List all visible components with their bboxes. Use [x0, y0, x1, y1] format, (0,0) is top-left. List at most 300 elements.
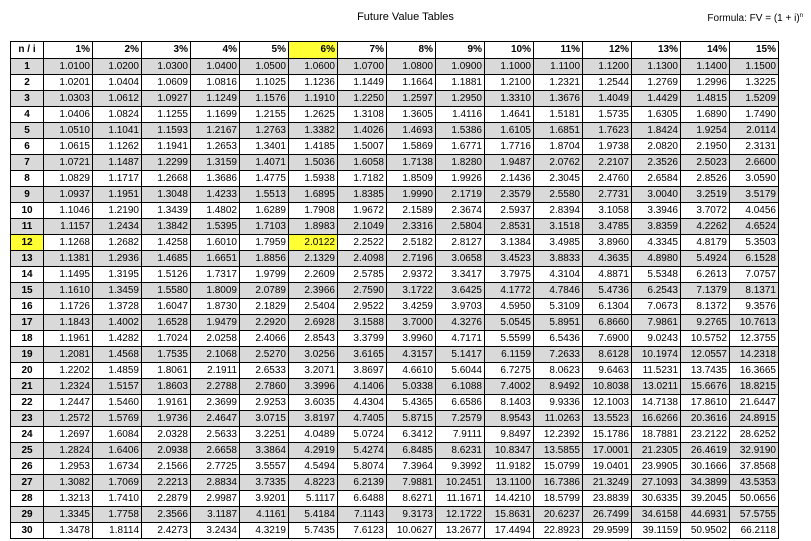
value-cell: 1.8603 [142, 379, 191, 395]
value-cell: 9.9336 [534, 395, 583, 411]
value-cell: 1.9672 [338, 203, 387, 219]
value-cell: 1.0609 [142, 75, 191, 91]
value-cell: 2.8543 [289, 331, 338, 347]
value-cell: 30.1666 [681, 459, 730, 475]
value-cell: 1.1500 [730, 59, 779, 75]
value-cell: 1.0300 [142, 59, 191, 75]
value-cell: 1.8509 [387, 171, 436, 187]
value-cell: 1.8730 [191, 299, 240, 315]
value-cell: 1.0816 [191, 75, 240, 91]
value-cell: 2.8394 [534, 203, 583, 219]
value-cell: 3.2434 [191, 523, 240, 539]
value-cell: 3.2519 [681, 187, 730, 203]
value-cell: 1.9161 [142, 395, 191, 411]
value-cell: 3.8697 [338, 363, 387, 379]
value-cell: 3.0658 [436, 251, 485, 267]
value-cell: 2.0820 [632, 139, 681, 155]
value-cell: 1.1487 [93, 155, 142, 171]
value-cell: 2.7860 [240, 379, 289, 395]
value-cell: 21.3249 [583, 475, 632, 491]
value-cell: 1.1910 [289, 91, 338, 107]
value-cell: 2.3045 [534, 171, 583, 187]
value-cell: 2.5270 [240, 347, 289, 363]
table-row [11, 363, 779, 379]
value-cell: 2.4760 [583, 171, 632, 187]
value-cell: 4.3219 [240, 523, 289, 539]
value-cell: 5.3109 [534, 299, 583, 315]
value-cell: 1.6289 [240, 203, 289, 219]
value-cell: 1.2824 [44, 443, 93, 459]
value-cell: 2.4098 [338, 251, 387, 267]
value-cell: 2.0938 [142, 443, 191, 459]
value-cell: 9.0243 [632, 331, 681, 347]
value-cell: 6.7275 [485, 363, 534, 379]
value-cell: 21.6447 [730, 395, 779, 411]
value-cell: 1.6651 [191, 251, 240, 267]
value-cell: 4.1161 [240, 507, 289, 523]
value-cell: 3.5179 [730, 187, 779, 203]
value-cell: 1.0303 [44, 91, 93, 107]
value-cell: 1.9738 [583, 139, 632, 155]
table-row [11, 443, 779, 459]
table-row [11, 283, 779, 299]
value-cell: 1.4693 [387, 123, 436, 139]
value-cell: 2.0789 [240, 283, 289, 299]
value-cell: 1.6890 [681, 107, 730, 123]
value-cell: 4.4304 [338, 395, 387, 411]
value-cell: 1.2572 [44, 411, 93, 427]
value-cell: 2.1829 [240, 299, 289, 315]
table-row [11, 123, 779, 139]
page-title: Future Value Tables [357, 11, 454, 23]
value-cell: 15.6676 [681, 379, 730, 395]
value-cell: 2.9253 [240, 395, 289, 411]
value-cell: 1.4049 [583, 91, 632, 107]
value-cell: 13.1100 [485, 475, 534, 491]
period-cell: 26 [11, 459, 44, 475]
table-row [11, 347, 779, 363]
table-row [11, 315, 779, 331]
value-cell: 2.1049 [338, 219, 387, 235]
value-cell: 2.0122 [289, 235, 338, 251]
value-cell: 1.8983 [289, 219, 338, 235]
value-cell: 1.2668 [142, 171, 191, 187]
value-cell: 1.3605 [387, 107, 436, 123]
value-cell: 57.5755 [730, 507, 779, 523]
value-cell: 2.0762 [534, 155, 583, 171]
value-cell: 1.4116 [436, 107, 485, 123]
rate-header: 4% [191, 42, 240, 59]
value-cell: 7.0673 [632, 299, 681, 315]
value-cell: 8.0623 [534, 363, 583, 379]
table-row [11, 171, 779, 187]
value-cell: 4.5950 [485, 299, 534, 315]
value-cell: 23.8839 [583, 491, 632, 507]
value-cell: 3.8359 [632, 219, 681, 235]
value-cell: 4.0489 [289, 427, 338, 443]
value-cell: 1.8061 [142, 363, 191, 379]
value-cell: 5.5348 [632, 267, 681, 283]
value-cell: 3.4785 [583, 219, 632, 235]
rate-header: 5% [240, 42, 289, 59]
value-cell: 2.6533 [240, 363, 289, 379]
value-cell: 4.3345 [632, 235, 681, 251]
value-cell: 1.7138 [387, 155, 436, 171]
value-cell: 13.7435 [681, 363, 730, 379]
value-cell: 1.2190 [93, 203, 142, 219]
value-cell: 7.4002 [485, 379, 534, 395]
value-cell: 3.6425 [436, 283, 485, 299]
value-cell: 17.4494 [485, 523, 534, 539]
value-cell: 1.6058 [338, 155, 387, 171]
value-cell: 5.0724 [338, 427, 387, 443]
value-cell: 9.2765 [681, 315, 730, 331]
value-cell: 15.0799 [534, 459, 583, 475]
value-cell: 1.4859 [93, 363, 142, 379]
value-cell: 2.1436 [485, 171, 534, 187]
value-cell: 1.5181 [534, 107, 583, 123]
value-cell: 1.4258 [142, 235, 191, 251]
value-cell: 2.4647 [191, 411, 240, 427]
value-cell: 1.7959 [240, 235, 289, 251]
value-cell: 44.6931 [681, 507, 730, 523]
value-cell: 1.1961 [44, 331, 93, 347]
value-cell: 5.4736 [583, 283, 632, 299]
value-cell: 10.5752 [681, 331, 730, 347]
value-cell: 2.6600 [730, 155, 779, 171]
value-cell: 1.1449 [338, 75, 387, 91]
value-cell: 1.4641 [485, 107, 534, 123]
value-cell: 1.9254 [681, 123, 730, 139]
value-cell: 3.7335 [240, 475, 289, 491]
rate-header: 9% [436, 42, 485, 59]
value-cell: 1.4429 [632, 91, 681, 107]
value-cell: 19.0401 [583, 459, 632, 475]
value-cell: 1.1576 [240, 91, 289, 107]
value-cell: 2.5182 [387, 235, 436, 251]
rate-header: 7% [338, 42, 387, 59]
value-cell: 16.7386 [534, 475, 583, 491]
value-cell: 1.4282 [93, 331, 142, 347]
value-cell: 11.9182 [485, 459, 534, 475]
table-row [11, 107, 779, 123]
value-cell: 2.1329 [289, 251, 338, 267]
value-cell: 1.0824 [93, 107, 142, 123]
value-cell: 12.0557 [681, 347, 730, 363]
value-cell: 10.7613 [730, 315, 779, 331]
value-cell: 8.6128 [583, 347, 632, 363]
value-cell: 7.6123 [338, 523, 387, 539]
value-cell: 1.7623 [583, 123, 632, 139]
period-cell: 2 [11, 75, 44, 91]
table-row [11, 459, 779, 475]
value-cell: 3.3946 [632, 203, 681, 219]
value-cell: 1.3728 [93, 299, 142, 315]
table-row [11, 411, 779, 427]
value-cell: 2.2920 [240, 315, 289, 331]
value-cell: 12.2392 [534, 427, 583, 443]
table-row [11, 155, 779, 171]
value-cell: 1.3401 [240, 139, 289, 155]
value-cell: 6.2613 [681, 267, 730, 283]
value-cell: 1.2081 [44, 347, 93, 363]
formula-label [707, 13, 803, 24]
value-cell: 1.4026 [338, 123, 387, 139]
value-cell: 1.1381 [44, 251, 93, 267]
value-cell: 6.1528 [730, 251, 779, 267]
value-cell: 4.3276 [436, 315, 485, 331]
value-cell: 1.4002 [93, 315, 142, 331]
value-cell: 39.2045 [681, 491, 730, 507]
value-cell: 1.5460 [93, 395, 142, 411]
value-cell: 2.3316 [387, 219, 436, 235]
value-cell: 34.3899 [681, 475, 730, 491]
value-cell: 6.6586 [436, 395, 485, 411]
value-cell: 5.4274 [338, 443, 387, 459]
value-cell: 1.0927 [142, 91, 191, 107]
value-cell: 2.1719 [436, 187, 485, 203]
value-cell: 1.2936 [93, 251, 142, 267]
value-cell: 8.1403 [485, 395, 534, 411]
value-cell: 20.3616 [681, 411, 730, 427]
value-cell: 1.6734 [93, 459, 142, 475]
value-cell: 26.7499 [583, 507, 632, 523]
value-cell: 18.5799 [534, 491, 583, 507]
table-row [11, 251, 779, 267]
value-cell: 2.3526 [632, 155, 681, 171]
value-cell: 1.1236 [289, 75, 338, 91]
period-cell: 24 [11, 427, 44, 443]
value-cell: 1.2769 [632, 75, 681, 91]
value-cell: 3.9960 [387, 331, 436, 347]
value-cell: 5.0338 [387, 379, 436, 395]
value-cell: 3.6035 [289, 395, 338, 411]
value-cell: 1.5386 [436, 123, 485, 139]
value-cell: 2.5804 [436, 219, 485, 235]
value-cell: 5.6044 [436, 363, 485, 379]
value-cell: 28.6252 [730, 427, 779, 443]
value-cell: 2.6928 [289, 315, 338, 331]
value-cell: 50.9502 [681, 523, 730, 539]
value-cell: 1.0100 [44, 59, 93, 75]
value-cell: 1.3195 [93, 267, 142, 283]
value-cell: 7.1379 [681, 283, 730, 299]
value-cell: 26.4619 [681, 443, 730, 459]
value-cell: 1.4568 [93, 347, 142, 363]
value-cell: 3.9201 [240, 491, 289, 507]
value-cell: 1.2321 [534, 75, 583, 91]
value-cell: 1.1717 [93, 171, 142, 187]
value-cell: 1.5209 [730, 91, 779, 107]
value-cell: 2.5633 [191, 427, 240, 443]
value-cell: 3.1588 [338, 315, 387, 331]
table-row [11, 91, 779, 107]
value-cell: 1.2653 [191, 139, 240, 155]
value-cell: 13.5855 [534, 443, 583, 459]
value-cell: 3.0590 [730, 171, 779, 187]
value-cell: 1.2202 [44, 363, 93, 379]
value-cell: 1.5735 [583, 107, 632, 123]
value-cell: 2.9372 [387, 267, 436, 283]
value-cell: 3.3417 [436, 267, 485, 283]
value-cell: 13.0211 [632, 379, 681, 395]
value-cell: 15.1786 [583, 427, 632, 443]
value-cell: 21.2305 [632, 443, 681, 459]
value-cell: 1.1843 [44, 315, 93, 331]
rate-header: 2% [93, 42, 142, 59]
value-cell: 1.1262 [93, 139, 142, 155]
value-cell: 2.3966 [289, 283, 338, 299]
value-cell: 4.2919 [289, 443, 338, 459]
value-cell: 9.8497 [485, 427, 534, 443]
value-cell: 2.5580 [534, 187, 583, 203]
value-cell: 1.9479 [191, 315, 240, 331]
value-cell: 12.1003 [583, 395, 632, 411]
period-cell: 17 [11, 315, 44, 331]
value-cell: 6.2543 [632, 283, 681, 299]
value-cell: 7.9111 [436, 427, 485, 443]
value-cell: 1.5769 [93, 411, 142, 427]
table-row [11, 187, 779, 203]
table-row [11, 75, 779, 91]
rate-header: 14% [681, 42, 730, 59]
value-cell: 1.0900 [436, 59, 485, 75]
value-cell: 1.2763 [240, 123, 289, 139]
value-cell: 1.1726 [44, 299, 93, 315]
value-cell: 4.5494 [289, 459, 338, 475]
value-cell: 1.1249 [191, 91, 240, 107]
period-cell: 5 [11, 123, 44, 139]
table-row [11, 395, 779, 411]
value-cell: 2.8526 [681, 171, 730, 187]
value-cell: 2.5937 [485, 203, 534, 219]
value-cell: 1.2625 [289, 107, 338, 123]
value-cell: 1.1495 [44, 267, 93, 283]
period-cell: 25 [11, 443, 44, 459]
value-cell: 1.7410 [93, 491, 142, 507]
table-row [11, 203, 779, 219]
value-cell: 39.1159 [632, 523, 681, 539]
value-cell: 11.1671 [436, 491, 485, 507]
value-cell: 7.2633 [534, 347, 583, 363]
value-cell: 1.1000 [485, 59, 534, 75]
value-cell: 10.8347 [485, 443, 534, 459]
value-cell: 1.3310 [485, 91, 534, 107]
value-cell: 1.7908 [289, 203, 338, 219]
value-cell: 1.4802 [191, 203, 240, 219]
value-cell: 11.0263 [534, 411, 583, 427]
table-row [11, 267, 779, 283]
value-cell: 29.9599 [583, 523, 632, 539]
value-cell: 15.8631 [485, 507, 534, 523]
value-cell: 13.2677 [436, 523, 485, 539]
value-cell: 1.1025 [240, 75, 289, 91]
value-cell: 1.3478 [44, 523, 93, 539]
value-cell: 4.3104 [534, 267, 583, 283]
value-cell: 1.7490 [730, 107, 779, 123]
value-cell: 1.7182 [338, 171, 387, 187]
value-cell: 10.0627 [387, 523, 436, 539]
value-cell: 2.7731 [583, 187, 632, 203]
value-cell: 1.8704 [534, 139, 583, 155]
value-cell: 1.5513 [240, 187, 289, 203]
value-cell: 3.1058 [583, 203, 632, 219]
value-cell: 6.1159 [485, 347, 534, 363]
value-cell: 2.2609 [289, 267, 338, 283]
value-cell: 1.1593 [142, 123, 191, 139]
value-cell: 1.6010 [191, 235, 240, 251]
value-cell: 6.6488 [338, 491, 387, 507]
value-cell: 14.4210 [485, 491, 534, 507]
value-cell: 3.4985 [534, 235, 583, 251]
value-cell: 1.1400 [681, 59, 730, 75]
value-cell: 2.8834 [191, 475, 240, 491]
value-cell: 7.9861 [632, 315, 681, 331]
rate-header: 15% [730, 42, 779, 59]
period-cell: 3 [11, 91, 44, 107]
value-cell: 7.2579 [436, 411, 485, 427]
value-cell: 1.2100 [485, 75, 534, 91]
value-cell: 1.1046 [44, 203, 93, 219]
value-cell: 1.1664 [387, 75, 436, 91]
value-cell: 4.7405 [338, 411, 387, 427]
value-cell: 3.8197 [289, 411, 338, 427]
table-row [11, 139, 779, 155]
value-cell: 2.2107 [583, 155, 632, 171]
rate-header: 11% [534, 42, 583, 59]
value-cell: 1.4775 [240, 171, 289, 187]
value-cell: 1.8385 [338, 187, 387, 203]
period-cell: 29 [11, 507, 44, 523]
value-cell: 1.4685 [142, 251, 191, 267]
period-cell: 15 [11, 283, 44, 299]
period-cell: 8 [11, 171, 44, 187]
value-cell: 1.0400 [191, 59, 240, 75]
value-cell: 1.6851 [534, 123, 583, 139]
value-cell: 2.3566 [142, 507, 191, 523]
future-value-table [10, 41, 779, 539]
value-cell: 2.1911 [191, 363, 240, 379]
value-cell: 1.7716 [485, 139, 534, 155]
value-cell: 1.2697 [44, 427, 93, 443]
period-cell: 16 [11, 299, 44, 315]
value-cell: 8.6271 [387, 491, 436, 507]
value-cell: 4.8980 [632, 251, 681, 267]
value-cell: 10.8038 [583, 379, 632, 395]
value-cell: 10.2451 [436, 475, 485, 491]
value-cell: 1.2447 [44, 395, 93, 411]
value-cell: 1.2167 [191, 123, 240, 139]
value-cell: 2.0328 [142, 427, 191, 443]
rate-header: 3% [142, 42, 191, 59]
value-cell: 3.7072 [681, 203, 730, 219]
value-cell: 2.1566 [142, 459, 191, 475]
value-cell: 6.5436 [534, 331, 583, 347]
value-cell: 1.3459 [93, 283, 142, 299]
value-cell: 3.4259 [387, 299, 436, 315]
value-cell: 3.8833 [534, 251, 583, 267]
value-cell: 1.0200 [93, 59, 142, 75]
value-cell: 37.8568 [730, 459, 779, 475]
value-cell: 1.1699 [191, 107, 240, 123]
table-row [11, 219, 779, 235]
value-cell: 1.7103 [240, 219, 289, 235]
value-cell: 2.4066 [240, 331, 289, 347]
value-cell: 1.2950 [436, 91, 485, 107]
value-cell: 1.0406 [44, 107, 93, 123]
value-cell: 23.2122 [681, 427, 730, 443]
value-cell: 1.6084 [93, 427, 142, 443]
